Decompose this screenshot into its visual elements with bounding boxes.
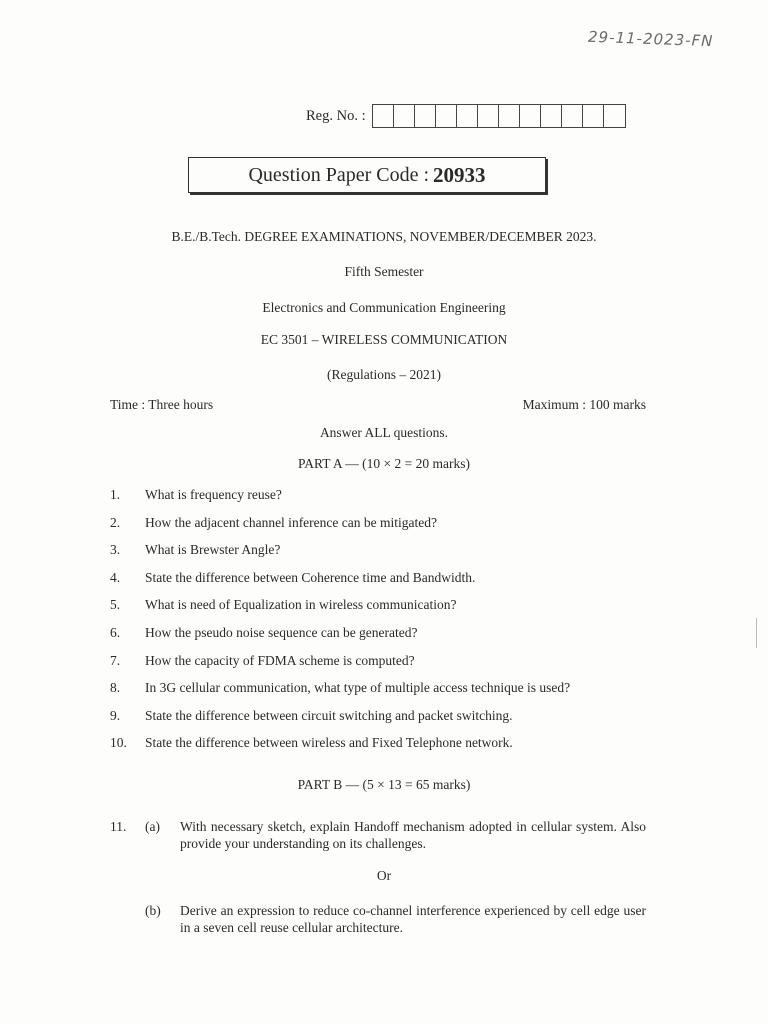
- question-text: What is need of Equalization in wireless communication?: [145, 597, 457, 612]
- question-text: How the adjacent channel inference can be mitigated?: [145, 515, 437, 530]
- question-number: 7.: [110, 653, 121, 668]
- reg-number-box: [436, 105, 457, 127]
- question-item: [110, 708, 646, 724]
- question-number: 11.: [110, 819, 127, 834]
- question-item: [110, 735, 646, 751]
- question-text: State the difference between Coherence time and Bandwidth.: [145, 570, 476, 585]
- question-item: [110, 597, 646, 613]
- question-text: Derive an expression to reduce co-channel interference experienced by cell edge user in a seven cell reuse cellular architecture.: [180, 903, 646, 935]
- question-text: State the difference between circuit switching and packet switching.: [145, 708, 513, 723]
- question-number: 8.: [110, 680, 121, 695]
- question-item: [110, 570, 646, 586]
- question-number: 4.: [110, 570, 121, 585]
- reg-number-box: [478, 105, 499, 127]
- question-11b: [110, 902, 646, 936]
- question-number: 9.: [110, 708, 121, 723]
- department: Electronics and Communication Engineering: [262, 300, 506, 315]
- question-number: 2.: [110, 515, 121, 530]
- handwritten-date-note: 29-11-2023-FN: [587, 27, 714, 51]
- question-number: 10.: [110, 735, 127, 750]
- question-paper-code-label: Question Paper Code :: [248, 163, 430, 186]
- reg-number-row: [306, 104, 626, 128]
- reg-number-box: [604, 105, 625, 127]
- question-text: How the pseudo noise sequence can be generated?: [145, 625, 418, 640]
- reg-number-box: [562, 105, 583, 127]
- question-number: 3.: [110, 542, 121, 557]
- reg-number-box: [373, 105, 394, 127]
- question-item: [110, 542, 646, 558]
- reg-number-box: [415, 105, 436, 127]
- maximum-marks: Maximum : 100 marks: [522, 397, 646, 412]
- reg-number-boxes: [372, 104, 626, 128]
- reg-number-box: [394, 105, 415, 127]
- regulations: (Regulations – 2021): [327, 367, 441, 382]
- question-number: 5.: [110, 597, 121, 612]
- question-number: 1.: [110, 487, 121, 502]
- question-text: In 3G cellular communication, what type of multiple access technique is used?: [145, 680, 571, 695]
- exam-title: B.E./B.Tech. DEGREE EXAMINATIONS, NOVEMBER/DECEMBER 2023.: [171, 229, 597, 244]
- or-separator: Or: [376, 868, 392, 883]
- reg-number-box: [499, 105, 520, 127]
- reg-number-label: Reg. No. :: [306, 107, 366, 124]
- question-text: What is Brewster Angle?: [145, 542, 281, 557]
- instruction: Answer ALL questions.: [319, 425, 449, 440]
- scan-margin-mark: [756, 618, 757, 648]
- semester: Fifth Semester: [344, 264, 424, 279]
- reg-number-box: [457, 105, 478, 127]
- question-11a: [110, 818, 646, 852]
- question-paper-code-box: [188, 157, 546, 193]
- reg-number-box: [520, 105, 541, 127]
- question-item: [110, 515, 646, 531]
- reg-number-box: [583, 105, 604, 127]
- question-text: What is frequency reuse?: [145, 487, 282, 502]
- part-b-title: PART B — (5 × 13 = 65 marks): [297, 777, 471, 792]
- question-number: 6.: [110, 625, 121, 640]
- question-text: State the difference between wireless and Fixed Telephone network.: [145, 735, 513, 750]
- reg-number-box: [541, 105, 562, 127]
- course-title: EC 3501 – WIRELESS COMMUNICATION: [260, 332, 508, 347]
- question-item: [110, 680, 646, 696]
- sub-question-label: (a): [145, 819, 160, 834]
- part-a-title: PART A — (10 × 2 = 20 marks): [298, 456, 470, 471]
- question-text: How the capacity of FDMA scheme is computed?: [145, 653, 415, 668]
- question-item: [110, 653, 646, 669]
- sub-question-label: (b): [145, 903, 161, 918]
- question-text: With necessary sketch, explain Handoff mechanism adopted in cellular system. Also provide your understanding on its challenges.: [180, 819, 646, 851]
- question-paper-code: 20933: [433, 162, 486, 187]
- time-allowed: Time : Three hours: [110, 397, 214, 412]
- time-marks-row: [110, 397, 646, 413]
- question-item: [110, 625, 646, 641]
- question-item: [110, 487, 646, 503]
